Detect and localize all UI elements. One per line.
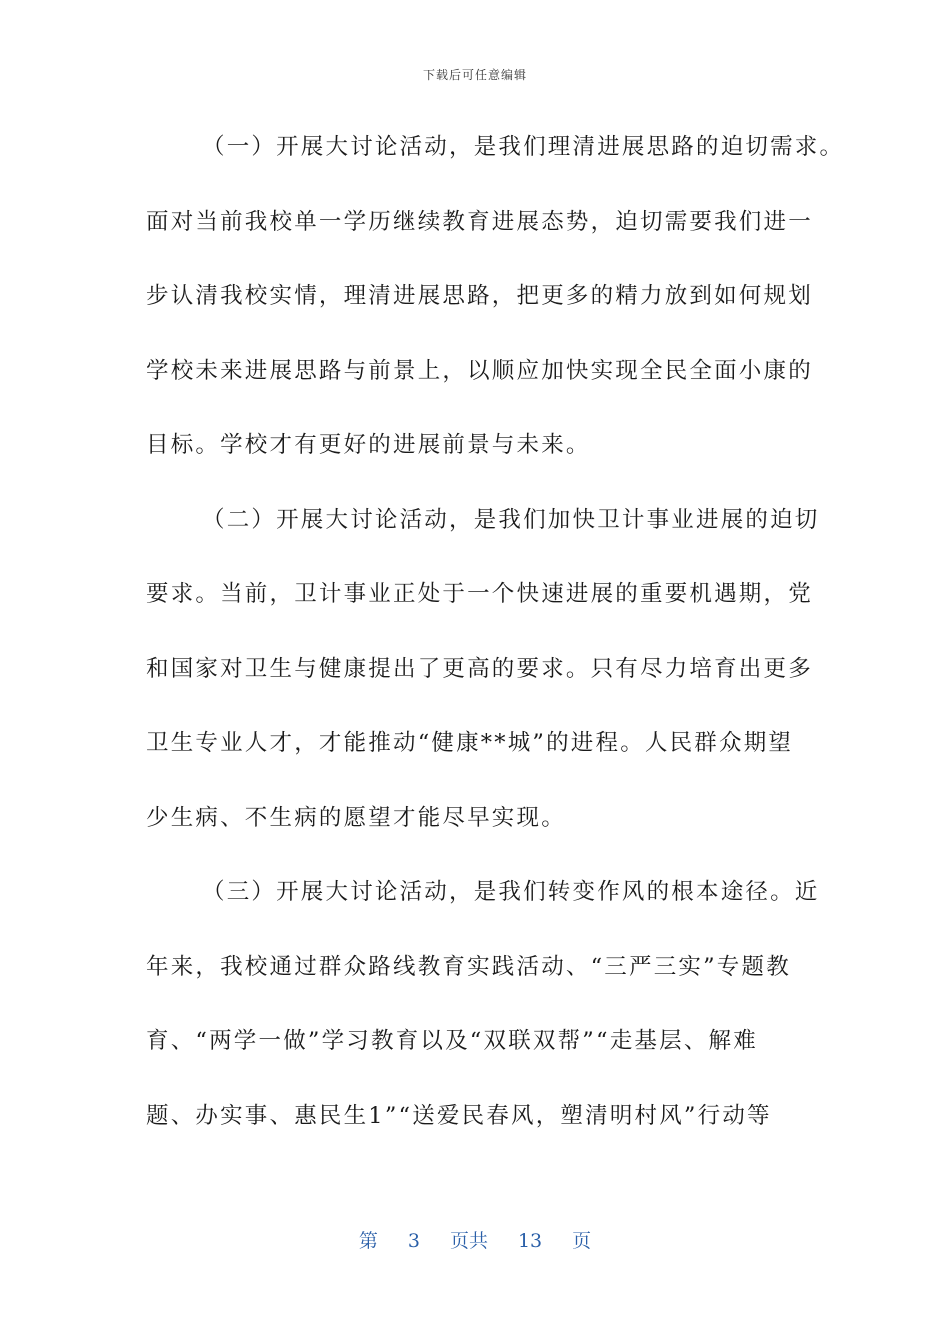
paragraph-line: 少生病、不生病的愿望才能尽早实现。 xyxy=(146,804,566,831)
paragraph-line: 学校未来进展思路与前景上，以顺应加快实现全民全面小康的 xyxy=(146,357,813,384)
paragraph-line: 题、办实事、惠民生1”“送爱民春风，塑清明村风”行动等 xyxy=(146,1102,772,1129)
footer-suffix: 页 xyxy=(572,1230,592,1252)
page-number-footer xyxy=(0,1226,950,1253)
current-page-number: 3 xyxy=(407,1230,420,1252)
paragraph-3 xyxy=(146,867,820,1165)
total-pages-number: 13 xyxy=(517,1230,543,1252)
paragraph-line: 目标。学校才有更好的进展前景与未来。 xyxy=(146,432,591,458)
paragraph-line: 育、“两学一做”学习教育以及“双联双帮”“走基层、解难 xyxy=(146,1028,758,1054)
paragraph-line: 年来，我校通过群众路线教育实践活动、“三严三实”专题教 xyxy=(146,953,791,980)
paragraph-line: 步认清我校实情，理清进展思路，把更多的精力放到如何规划 xyxy=(146,283,813,309)
paragraph-line: （二）开展大讨论活动，是我们加快卫计事业进展的迫切 xyxy=(202,506,820,533)
paragraph-2 xyxy=(146,495,820,868)
paragraph-line: 和国家对卫生与健康提出了更高的要求。只有尽力培育出更多 xyxy=(146,655,813,682)
footer-middle: 页共 xyxy=(449,1230,488,1252)
paragraph-line: 卫生专业人才，才能推动“健康**城”的进程。人民群众期望 xyxy=(146,730,794,756)
paragraph-line: （三）开展大讨论活动，是我们转变作风的根本途径。近 xyxy=(202,879,820,905)
header-note: 下载后可任意编辑 xyxy=(422,68,527,82)
body-text xyxy=(146,122,845,1165)
paragraph-line: 要求。当前，卫计事业正处于一个快速进展的重要机遇期，党 xyxy=(146,581,813,607)
paragraph-line: 面对当前我校单一学历继续教育进展态势，迫切需要我们进一 xyxy=(146,208,813,235)
paragraph-line: （一）开展大讨论活动，是我们理清进展思路的迫切需求。 xyxy=(202,134,845,160)
footer-prefix: 第 xyxy=(358,1230,378,1252)
paragraph-1 xyxy=(146,122,845,495)
